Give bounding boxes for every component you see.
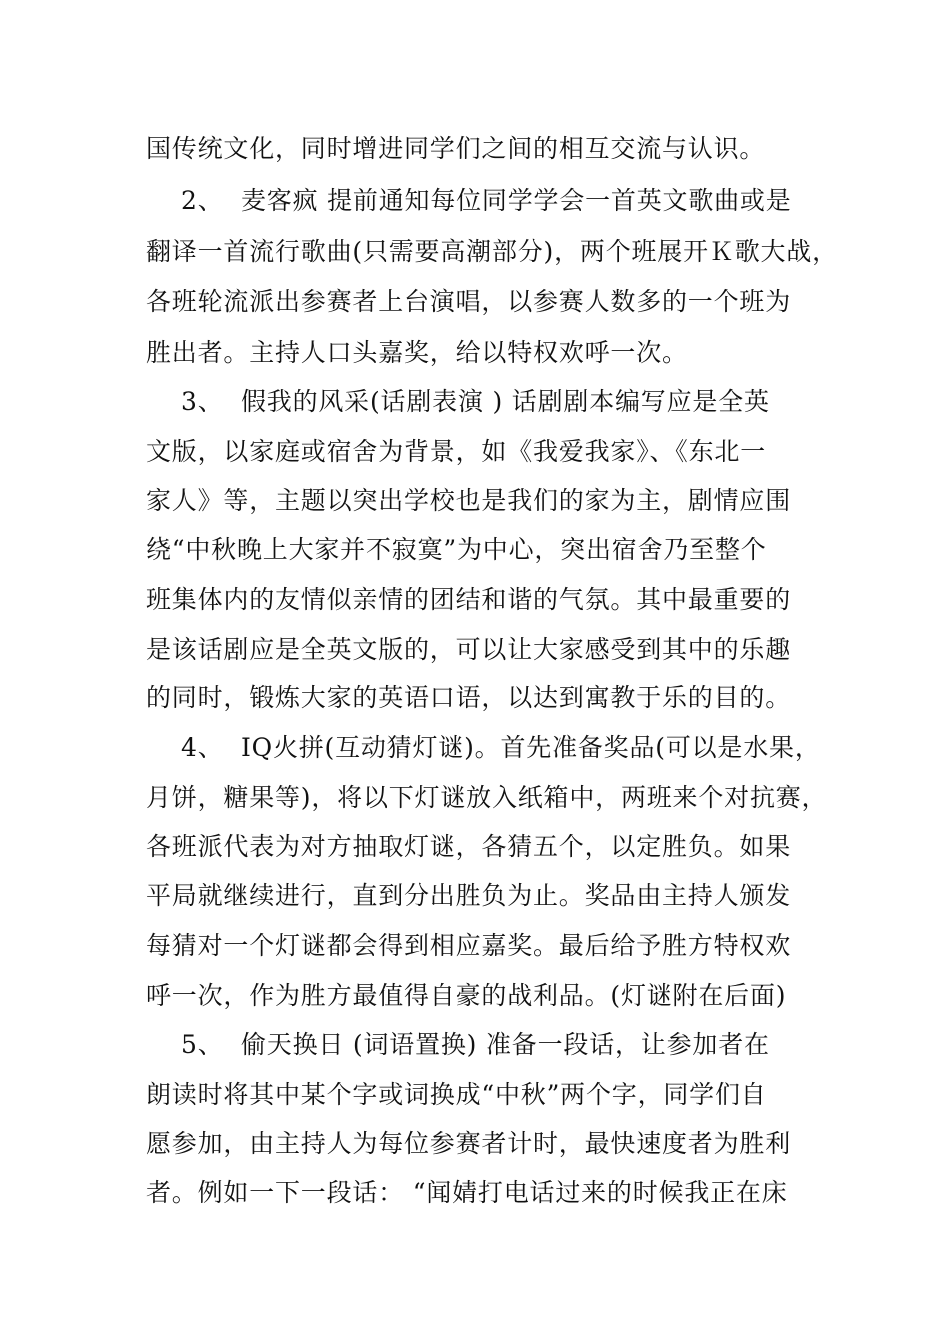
text-line: 家人》等，主题以突出学校也是我们的家为主，剧情应围 bbox=[146, 486, 792, 515]
text-line: 绕“中秋晚上大家并不寂寞”为中心，突出宿舍乃至整个 bbox=[146, 535, 767, 564]
text-line: 翻译一首流行歌曲(只需要高潮部分)，两个班展开Ｋ歌大战， bbox=[146, 237, 838, 266]
text-line: 各班轮流派出参赛者上台演唱，以参赛人数多的一个班为 bbox=[146, 287, 792, 316]
text-line: 胜出者。主持人口头嘉奖，给以特权欢呼一次。 bbox=[146, 338, 688, 367]
text-line: 2、 麦客疯 提前通知每位同学学会一首英文歌曲或是 bbox=[146, 186, 792, 215]
text-line: 呼一次，作为胜方最值得自豪的战利品。(灯谜附在后面) bbox=[146, 981, 787, 1010]
text-line: 是该话剧应是全英文版的，可以让大家感受到其中的乐趣 bbox=[146, 635, 792, 664]
text-line: 5、 偷天换日 (词语置换) 准备一段话，让参加者在 bbox=[146, 1030, 770, 1059]
text-line: 的同时，锻炼大家的英语口语，以达到寓教于乐的目的。 bbox=[146, 683, 792, 712]
text-line: 愿参加，由主持人为每位参赛者计时，最快速度者为胜利 bbox=[146, 1129, 792, 1158]
text-line: 文版，以家庭或宿舍为背景，如《我爱我家》、《东北一 bbox=[146, 437, 767, 466]
text-line: 平局就继续进行，直到分出胜负为止。奖品由主持人颁发 bbox=[146, 881, 792, 910]
text-line: 朗读时将其中某个字或词换成“中秋”两个字，同学们自 bbox=[146, 1080, 767, 1109]
text-line: 者。例如一下一段话： “闻婧打电话过来的时候我正在床 bbox=[146, 1178, 788, 1207]
text-line: 各班派代表为对方抽取灯谜，各猜五个，以定胜负。如果 bbox=[146, 832, 792, 861]
text-line: 月饼，糖果等)，将以下灯谜放入纸箱中，两班来个对抗赛， bbox=[146, 783, 828, 812]
text-line: 4、 IQ火拼(互动猜灯谜)。首先准备奖品(可以是水果， bbox=[146, 733, 821, 762]
text-line: 每猜对一个灯谜都会得到相应嘉奖。最后给予胜方特权欢 bbox=[146, 931, 792, 960]
text-line: 班集体内的友情似亲情的团结和谐的气氛。其中最重要的 bbox=[146, 585, 792, 614]
text-line: 国传统文化，同时增进同学们之间的相互交流与认识。 bbox=[146, 134, 766, 163]
text-line: 3、 假我的风采(话剧表演 ) 话剧剧本编写应是全英 bbox=[146, 387, 770, 416]
